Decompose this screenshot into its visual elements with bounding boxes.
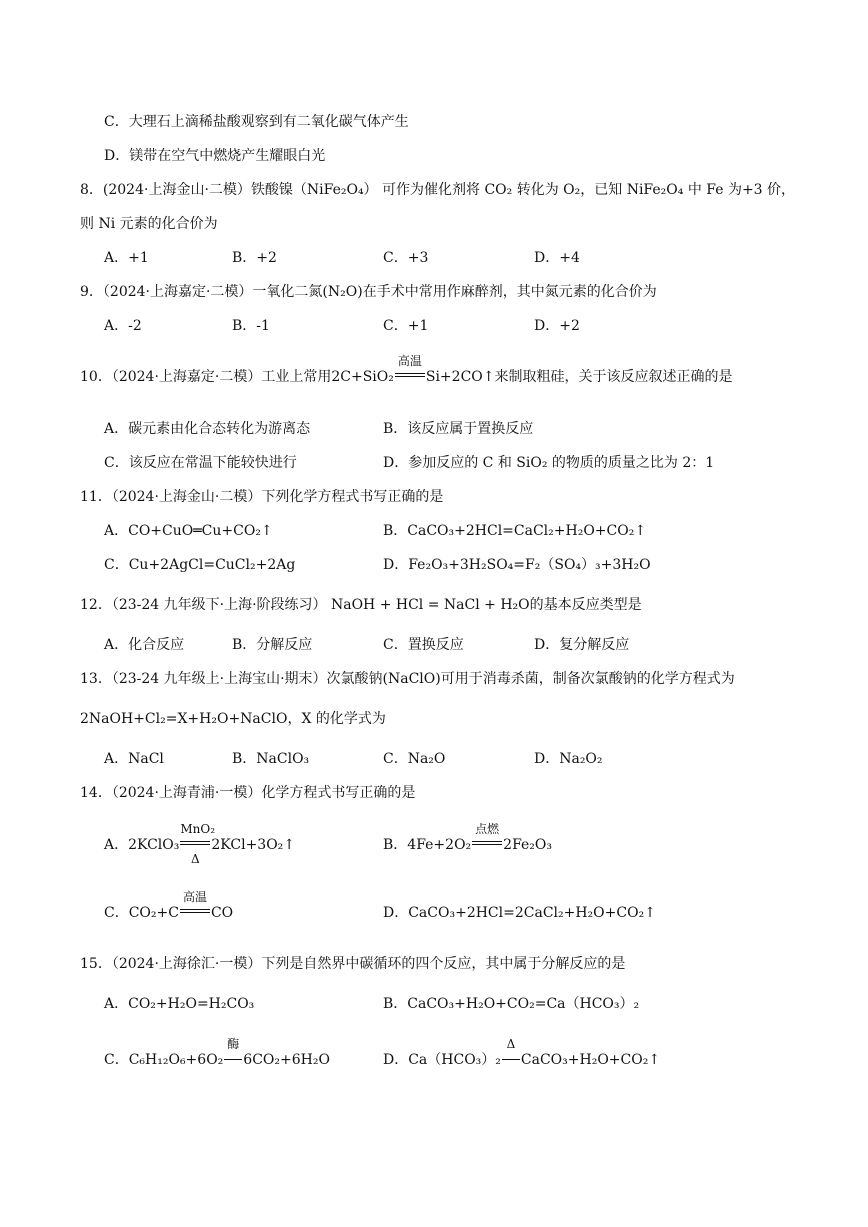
q14-b-condition-label: 点燃	[475, 822, 500, 836]
q11-option-b: B．CaCO₃+2HCl=CaCl₂+H₂O+CO₂↑	[383, 523, 647, 539]
q15-d-condition	[502, 1037, 520, 1069]
q15-d-left: D．Ca（HCO₃）₂	[383, 1052, 501, 1068]
q13-stem-line1: 13．（23-24 九年级上·上海宝山·期末）次氯酸钠(NaClO)可用于消毒杀菌，制备次氯酸钠的化学方程式为	[80, 671, 735, 687]
q14-a-right: 2KCl+3O₂↑	[211, 837, 296, 853]
q14-option-a	[104, 822, 296, 866]
q8-option-a: A．+1	[104, 250, 149, 266]
q13-option-d: D．Na₂O₂	[534, 751, 603, 767]
q12-option-c: C．置换反应	[383, 637, 464, 653]
q8-option-c: C．+3	[383, 250, 429, 266]
q12-option-d: D．复分解反应	[534, 637, 630, 653]
q7-option-c: C．大理石上滴稀盐酸观察到有二氧化碳气体产生	[104, 114, 409, 130]
q9-option-b: B．-1	[232, 318, 270, 334]
q14-a-left: A．2KClO₃	[104, 837, 180, 853]
q14-c-condition-label: 高温	[182, 890, 207, 904]
q14-option-b	[383, 822, 552, 854]
q9-stem: 9．（2024·上海嘉定·二模）一氧化二氮(N₂O)在手术中常用作麻醉剂，其中氮元素的化合价为	[80, 284, 657, 300]
q10-equation-right: Si+2CO↑	[425, 369, 495, 385]
q14-option-c	[104, 890, 234, 922]
q12-option-a: A．化合反应	[104, 637, 185, 653]
q10-option-a: A．碳元素由化合态转化为游离态	[104, 421, 311, 437]
q15-d-heat: Δ	[506, 1037, 516, 1051]
q10-stem-suffix: 来制取粗硅，关于该反应叙述正确的是	[494, 369, 733, 385]
q10-condition-label: 高温	[397, 354, 422, 368]
q14-a-catalyst: MnO₂	[180, 822, 216, 836]
q11-stem: 11．（2024·上海金山·二模）下列化学方程式书写正确的是	[80, 489, 444, 505]
q12-option-b: B．分解反应	[232, 637, 313, 653]
q10-option-b: B．该反应属于置换反应	[383, 421, 534, 437]
q10-equation-left: 2C+SiO₂	[331, 369, 394, 385]
q15-c-left: C．C₆H₁₂O₆+6O₂	[104, 1052, 224, 1068]
q8-stem-line2: 则 Ni 元素的化合价为	[80, 216, 218, 232]
q15-d-right: CaCO₃+H₂O+CO₂↑	[520, 1052, 661, 1068]
q14-b-left: B．4Fe+2O₂	[383, 837, 472, 853]
q10-condition	[395, 354, 425, 386]
q14-c-condition	[180, 890, 210, 922]
q15-option-a: A．CO₂+H₂O=H₂CO₃	[104, 996, 255, 1012]
q14-stem: 14．（2024·上海青浦·一模）化学方程式书写正确的是	[80, 785, 416, 801]
q14-b-right: 2Fe₂O₃	[503, 837, 552, 853]
q9-option-a: A．-2	[104, 318, 142, 334]
q9-option-c: C．+1	[383, 318, 429, 334]
q7-option-d: D．镁带在空气中燃烧产生耀眼白光	[104, 148, 326, 164]
q14-option-d: D．CaCO₃+2HCl=2CaCl₂+H₂O+CO₂↑	[383, 905, 656, 921]
q11-option-a: A．CO+CuO═Cu+CO₂↑	[104, 523, 273, 539]
q10-option-c: C．该反应在常温下能较快进行	[104, 455, 297, 471]
q14-b-condition	[472, 822, 502, 854]
q8-stem-line1: 8．(2024·上海金山·二模）铁酸镍（NiFe₂O₄） 可作为催化剂将 CO₂ 转化为 O₂，已知 NiFe₂O₄ 中 Fe 为+3 价，	[80, 182, 796, 198]
q15-option-c	[104, 1037, 330, 1069]
q10-stem-prefix: 10．（2024·上海嘉定·二模）工业上常用	[80, 369, 332, 385]
q15-c-condition	[224, 1037, 242, 1069]
q13-option-c: C．Na₂O	[383, 751, 446, 767]
q11-option-c: C．Cu+2AgCl=CuCl₂+2Ag	[104, 557, 296, 573]
q9-option-d: D．+2	[534, 318, 580, 334]
q15-option-d	[383, 1037, 661, 1069]
q10-option-d: D．参加反应的 C 和 SiO₂ 的物质的质量之比为 2：1	[383, 455, 715, 471]
q14-c-right: CO	[210, 905, 234, 921]
q11-option-d: D．Fe₂O₃+3H₂SO₄=F₂（SO₄）₃+3H₂O	[383, 557, 651, 573]
q13-stem-line2: 2NaOH+Cl₂=X+H₂O+NaClO，X 的化学式为	[80, 711, 386, 727]
q13-option-a: A．NaCl	[104, 751, 164, 767]
q14-c-left: C．CO₂+C	[104, 905, 179, 921]
q12-stem: 12．（23-24 九年级下·上海·阶段练习） NaOH + HCl = NaCl + H₂O的基本反应类型是	[80, 597, 642, 613]
q14-a-heat: Δ	[191, 852, 200, 866]
q15-option-b: B．CaCO₃+H₂O+CO₂=Ca（HCO₃）₂	[383, 996, 640, 1012]
q13-option-b: B．NaClO₃	[232, 751, 310, 767]
q15-stem: 15．（2024·上海徐汇·一模）下列是自然界中碳循环的四个反应，其中属于分解反应的是	[80, 956, 626, 972]
q8-option-b: B．+2	[232, 250, 277, 266]
q10-stem	[80, 354, 733, 386]
q8-option-d: D．+4	[534, 250, 580, 266]
q15-c-enzyme: 酶	[227, 1037, 240, 1051]
q14-a-condition	[180, 822, 216, 866]
q15-c-right: 6CO₂+6H₂O	[243, 1052, 330, 1068]
